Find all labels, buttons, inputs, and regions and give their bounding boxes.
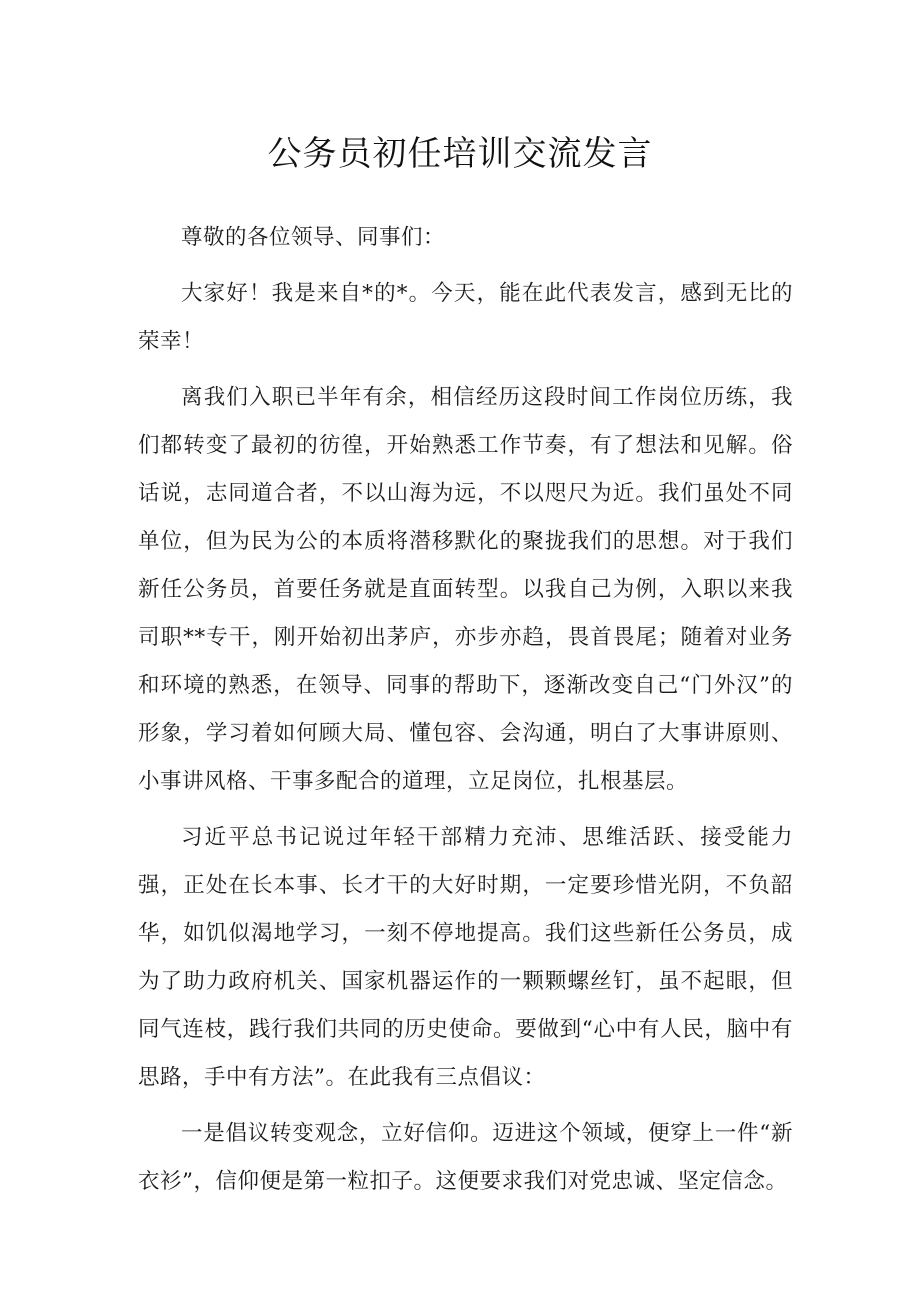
body-paragraph: 习近平总书记说过年轻干部精力充沛、思维活跃、接受能力强，正处在长本事、长才干的大好时期，一定要珍惜光阴，不负韶华，如饥似渴地学习，一刻不停地提高。我们这些新任公务员，成为了助力政府机关、国家机器运作的一颗颗螺丝钉，虽不起眼，但同气连枝，践行我们共同的历史使命。要做到“心中有人民，脑中有思路，手中有方法”。在此我有三点倡议： (138, 825, 793, 1090)
salutation: 尊敬的各位领导、同事们： (181, 225, 446, 250)
body-paragraph: 一是倡议转变观念，立好信仰。迈进这个领域，便穿上一件“新衣衫”，信仰便是第一粒扣子。这便要求我们对党忠诚、坚定信念。 (138, 1121, 793, 1194)
body-paragraph: 离我们入职已半年有余，相信经历这段时间工作岗位历练，我们都转变了最初的彷徨，开始熟悉工作节奏，有了想法和见解。俗话说，志同道合者，不以山海为远，不以咫尺为近。我们虽处不同单位，但为民为公的本质将潜移默化的聚拢我们的思想。对于我们新任公务员，首要任务就是直面转型。以我自己为例，入职以来我司职**专干，刚开始初出茅庐，亦步亦趋，畏首畏尾；随着对业务和环境的熟悉，在领导、同事的帮助下，逐渐改变自己“门外汉”的形象，学习着如何顾大局、懂包容、会沟通，明白了大事讲原则、小事讲风格、干事多配合的道理，立足岗位，扎根基层。 (138, 385, 793, 794)
greeting-paragraph: 大家好！我是来自*的*。今天，能在此代表发言，感到无比的荣幸！ (138, 281, 793, 354)
document-body (138, 214, 793, 1214)
document-title: 公务员初任培训交流发言 (267, 134, 653, 174)
